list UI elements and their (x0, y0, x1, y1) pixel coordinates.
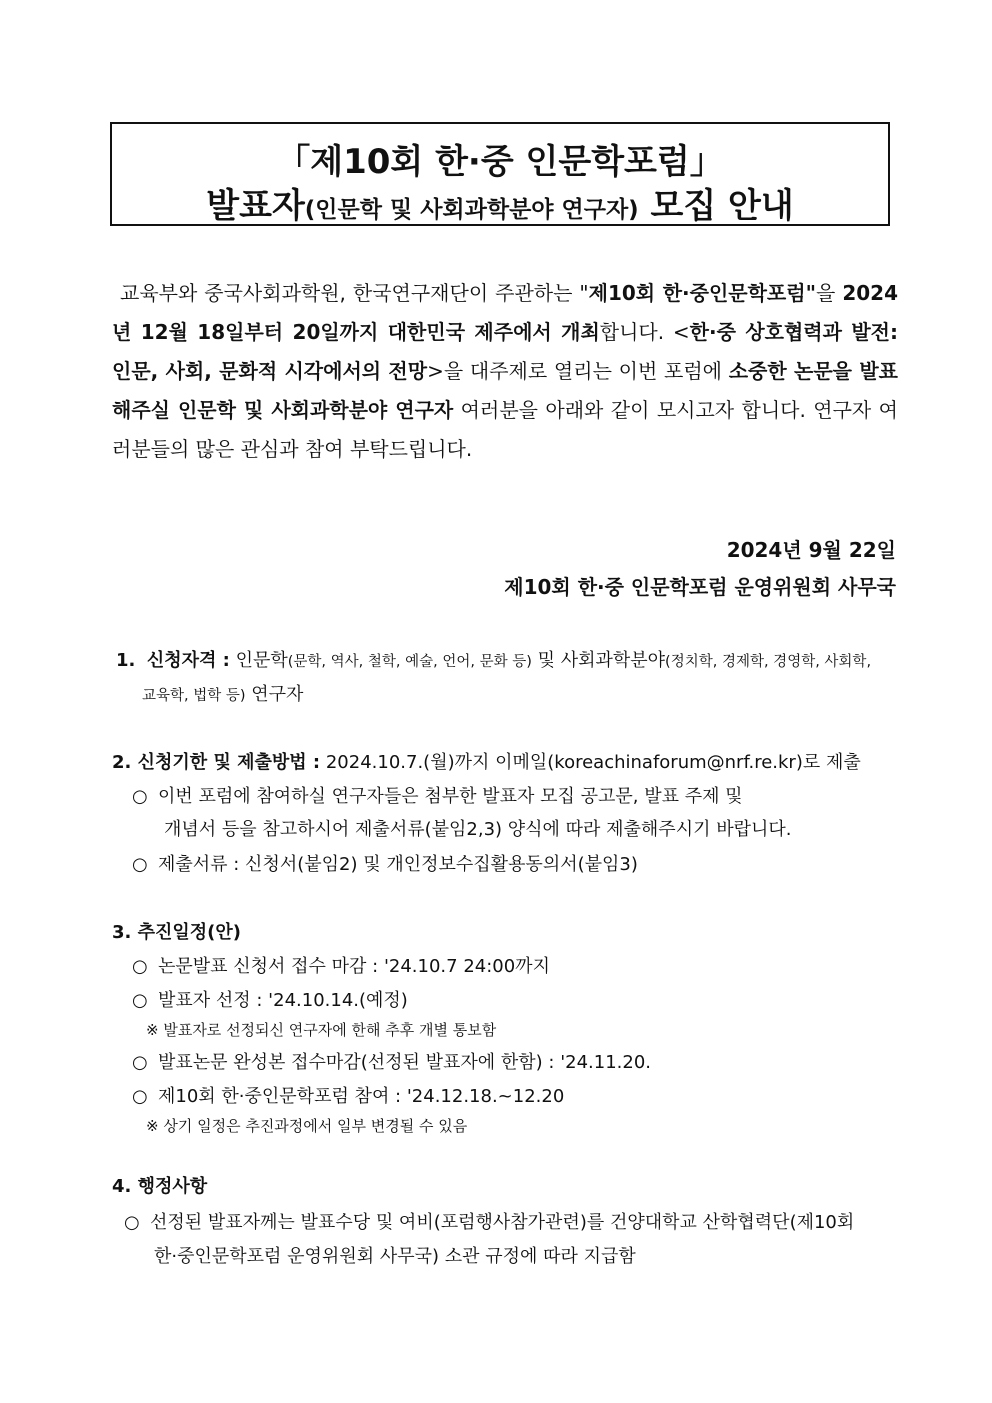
bullet-circle: ○ (132, 854, 148, 875)
intro-paragraph: 교육부와 중국사회과학원, 한국연구재단이 주관하는 "제10회 한·중인문학포럼"을 2024년 12월 18일부터 20일까지 대한민국 제주에서 개최합니다. <한·중 상호협력과 발전: 인문, 사회, 문화적 시각에서의 전망>을 대주제로 열리는 이번 포럼에 소중한 논문을 발표해주실 인문학 및 사회과학분야 연구자 여러분을 아래와 같이 모시고자 합니다. 연구자 여러분들의 많은 관심과 참여 부탁드립니다. (112, 281, 898, 461)
bullet-circle: ○ (132, 956, 148, 977)
title-main: 발표자 (206, 186, 305, 226)
schedule-item-3: ○ 발표논문 완성본 접수마감(선정된 발표자에 한함) : '24.11.20. (132, 1052, 652, 1073)
schedule-item-2: ○ 발표자 선정 : '24.10.14.(예정) (132, 990, 408, 1011)
bullet-circle: ○ (132, 1086, 148, 1107)
schedule-note-2: ※ 상기 일정은 추진과정에서 일부 변경될 수 있음 (146, 1117, 468, 1135)
section-3-heading: 3. 추진일정(안) (112, 922, 242, 943)
bullet-circle: ○ (132, 786, 148, 807)
section-2-item-1-line-2: 개념서 등을 참고하시어 제출서류(붙임2,3) 양식에 따라 제출해주시기 바랍니다. (164, 819, 792, 840)
bullet-circle: ○ (132, 1052, 148, 1073)
admin-item-line-1: ○ 선정된 발표자께는 발표수당 및 여비(포럼행사참가관련)를 건양대학교 산학협력단(제10회 (124, 1212, 855, 1233)
section-1-line-1: 1. 신청자격 : 인문학(문학, 역사, 철학, 예술, 언어, 문화 등) 및 사회과학분야(정치학, 경제학, 경영학, 사회학, (116, 650, 872, 671)
section-2-item-1-line-1: ○ 이번 포럼에 참여하실 연구자들은 첨부한 발표자 모집 공고문, 발표 주제 및 (132, 786, 743, 807)
title-sub: (인문학 및 사회과학분야 연구자) (304, 197, 639, 223)
title-line-2 (112, 178, 888, 227)
schedule-item-1: ○ 논문발표 신청서 접수 마감 : '24.10.7 24:00까지 (132, 956, 550, 977)
schedule-item-4: ○ 제10회 한·중인문학포럼 참여 : '24.12.18.~12.20 (132, 1086, 565, 1107)
section-2-heading: 2. 신청기한 및 제출방법 : 2024.10.7.(월)까지 이메일(koreachinaforum@nrf.re.kr)로 제출 (112, 752, 861, 773)
bullet-circle: ○ (132, 990, 148, 1011)
organization-name: 제10회 한·중 인문학포럼 운영위원회 사무국 (504, 575, 896, 599)
bullet-circle: ○ (124, 1212, 140, 1233)
title-box (110, 122, 890, 226)
schedule-note-1: ※ 발표자로 선정되신 연구자에 한해 추후 개별 통보함 (146, 1021, 497, 1039)
section-2-item-2: ○ 제출서류 : 신청서(붙임2) 및 개인정보수집활용동의서(붙임3) (132, 854, 638, 875)
title-line-1: 「제10회 한·중 인문학포럼」 (276, 142, 724, 182)
admin-item-line-2: 한·중인문학포럼 운영위원회 사무국) 소관 규정에 따라 지급함 (154, 1246, 636, 1267)
document-date: 2024년 9월 22일 (726, 538, 896, 562)
section-1-line-2: 교육학, 법학 등) 연구자 (142, 684, 304, 705)
title-end: 모집 안내 (638, 186, 794, 226)
section-4-heading: 4. 행정사항 (112, 1176, 208, 1197)
